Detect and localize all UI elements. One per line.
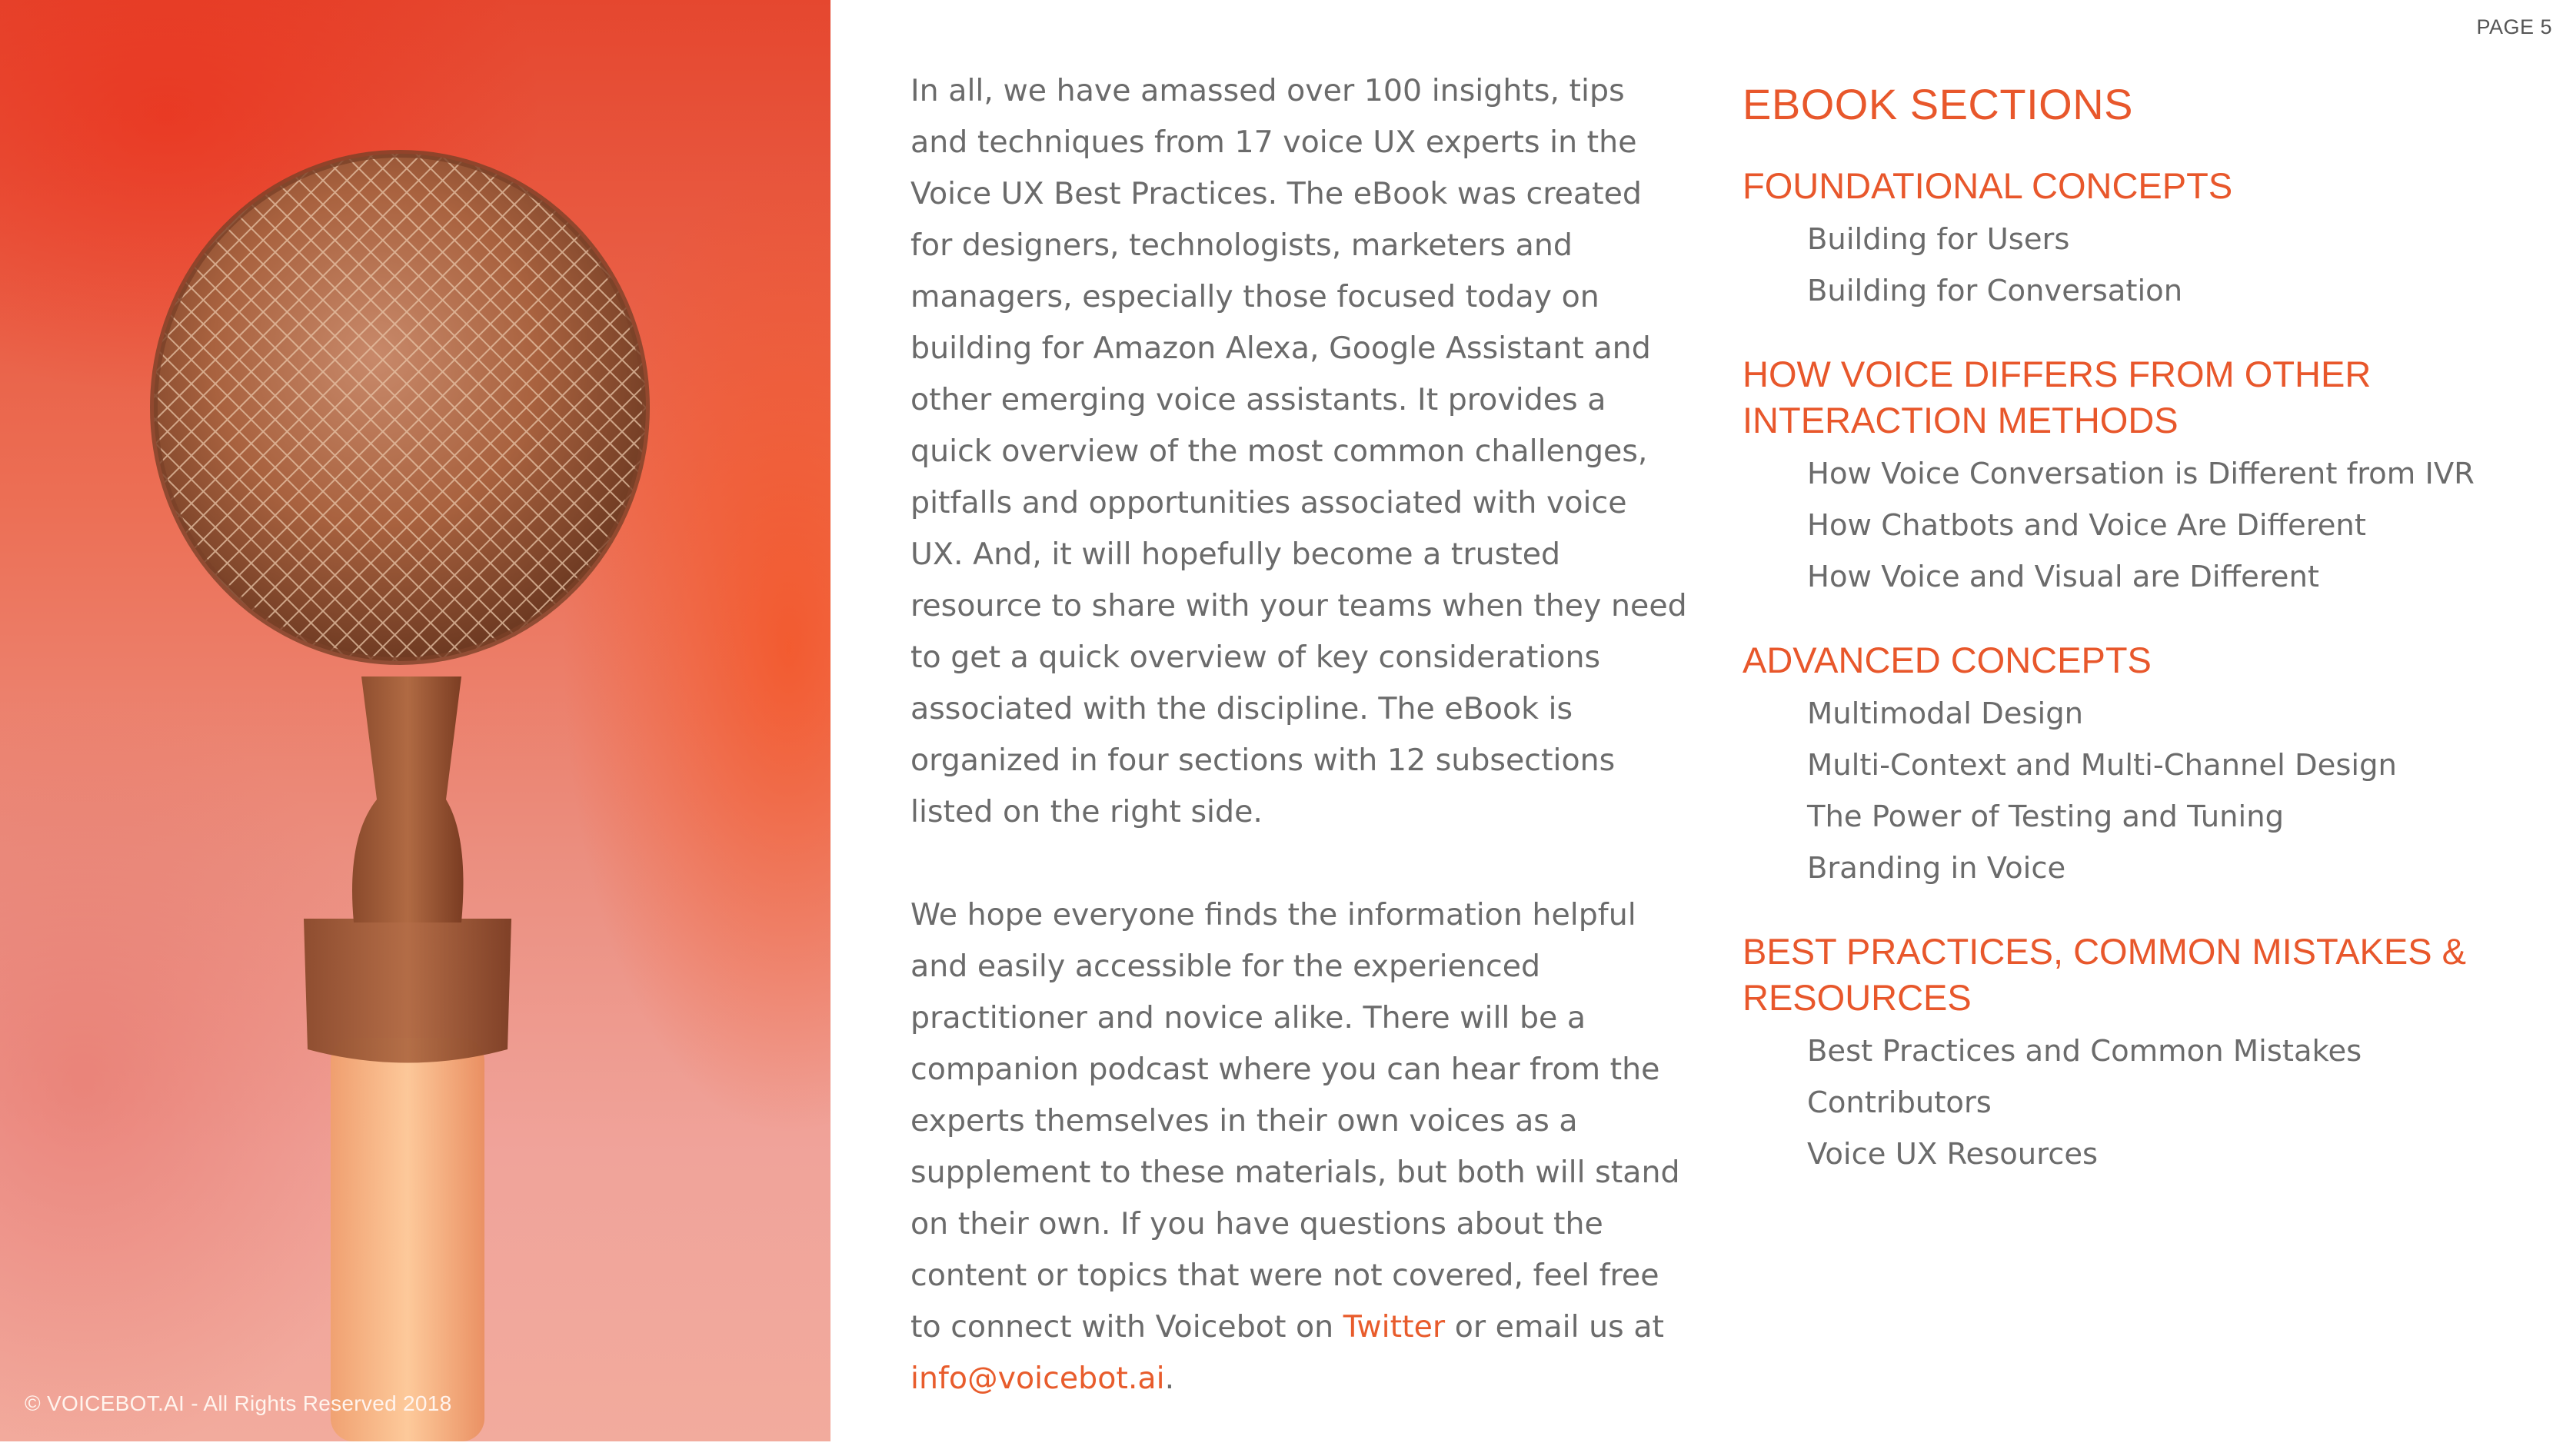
mic-neck — [352, 676, 464, 922]
intro-text — [910, 65, 1687, 1456]
page-number: PAGE 5 — [2476, 15, 2552, 38]
microphone-photo — [0, 0, 830, 1441]
copyright-text: © VOICEBOT.AI - All Rights Reserved 2018 — [25, 1391, 452, 1415]
paragraph-2-text: We hope everyone finds the information helpful and easily accessible for the experienced practitioner and novice alike. There will be a companion podcast where you can hear from the experts themselves in their own voices as a supplement to these materials, but both will stand on their own. If you have questions about the content or topics that were not covered, feel free to connect with Voicebot on — [910, 897, 1680, 1345]
toc-item: Multimodal Design — [1807, 696, 2084, 731]
stand-collar — [304, 919, 511, 1063]
toc-heading: BEST PRACTICES, COMMON MISTAKES & RESOURCES — [1743, 931, 2467, 1018]
toc-item: The Power of Testing and Tuning — [1807, 799, 2285, 834]
paragraph-2-text-cont: or email us at — [1445, 1309, 1665, 1345]
toc-heading: FOUNDATIONAL CONCEPTS — [1743, 165, 2233, 206]
toc-item: Voice UX Resources — [1807, 1137, 2099, 1172]
toc-item: Multi-Context and Multi-Channel Design — [1807, 748, 2397, 783]
paragraph-2-period: . — [1164, 1361, 1175, 1396]
toc-heading: HOW VOICE DIFFERS FROM OTHER INTERACTION METHODS — [1743, 354, 2372, 440]
toc-item: How Chatbots and Voice Are Different — [1807, 508, 2366, 543]
toc-title: EBOOK SECTIONS — [1743, 80, 2133, 128]
toc-item: Branding in Voice — [1807, 851, 2066, 886]
toc-section-foundational — [1743, 163, 2511, 317]
toc-item: Building for Conversation — [1807, 274, 2183, 308]
microphone-illustration — [0, 0, 830, 1441]
toc-section-advanced — [1743, 637, 2511, 894]
ebook-sections — [1743, 77, 2511, 1215]
stand-pole — [331, 1038, 484, 1441]
intro-paragraph-1: In all, we have amassed over 100 insights, tips and techniques from 17 voice UX experts in the Voice UX Best Practices. The eBook was created for designers, technologists, marketers and managers, especially those focused today on building for Amazon Alexa, Google Assistant and other emerging voice assistants. It provides a quick overview of the most common challenges, pitfalls and opportunities associated with voice UX. And, it will hopefully become a trusted resource to share with your teams when they need to get a quick overview of key considerations associated with the discipline. The eBook is organized in four sections with 12 subsections listed on the right side. — [910, 73, 1687, 829]
toc-item: How Voice and Visual are Different — [1807, 560, 2319, 594]
toc-item: How Voice Conversation is Different from IVR — [1807, 457, 2475, 491]
toc-heading: ADVANCED CONCEPTS — [1743, 640, 2152, 680]
twitter-link[interactable]: Twitter — [1343, 1309, 1446, 1345]
email-link[interactable]: info@voicebot.ai — [910, 1361, 1165, 1396]
toc-item: Building for Users — [1807, 222, 2070, 257]
toc-section-voice-differs — [1743, 351, 2511, 603]
toc-section-best-practices — [1743, 929, 2511, 1180]
toc-item: Best Practices and Common Mistakes — [1807, 1034, 2362, 1069]
intro-paragraph-2 — [910, 889, 1687, 1404]
toc-item: Contributors — [1807, 1085, 1992, 1120]
